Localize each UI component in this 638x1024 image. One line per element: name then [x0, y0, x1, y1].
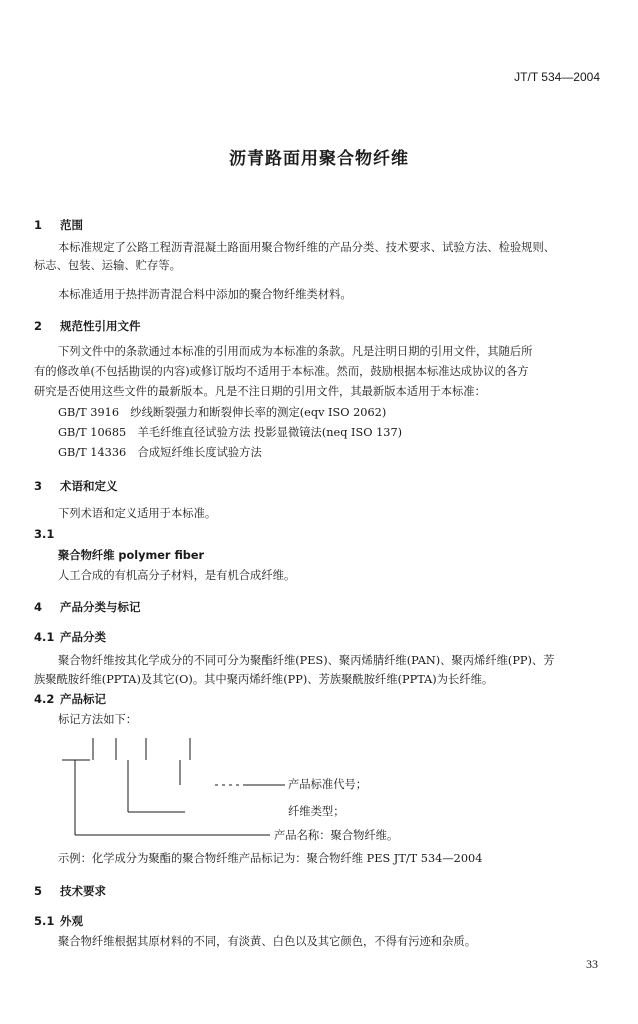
paragraph: 研究是否使用这些文件的最新版本。凡是不注日期的引用文件，其最新版本适用于本标准：: [34, 385, 486, 398]
paragraph: 聚合物纤维根据其原材料的不同，有淡黄、白色以及其它颜色，不得有污迹和杂质。: [58, 935, 476, 948]
section-title: 规范性引用文件: [60, 319, 141, 333]
section-5-heading: [34, 883, 106, 899]
subsection-number: 3.1: [34, 527, 55, 541]
subsection-4-2-heading: [34, 691, 106, 707]
section-number: 5: [34, 884, 43, 898]
paragraph: 本标准适用于热拌沥青混合料中添加的聚合物纤维类材料。: [58, 288, 352, 301]
paragraph: 聚合物纤维按其化学成分的不同可分为聚酯纤维(PES)、聚丙烯腈纤维(PAN)、聚丙烯纤维(PP)、芳: [58, 654, 555, 667]
section-3-heading: [34, 478, 118, 494]
section-title: 产品分类与标记: [60, 600, 141, 614]
subsection-title: 产品标记: [60, 692, 106, 706]
section-number: 2: [34, 319, 43, 333]
term: 聚合物纤维 polymer fiber: [58, 549, 205, 562]
page-title: 沥青路面用聚合物纤维: [229, 149, 409, 169]
section-4-heading: [34, 599, 141, 615]
section-number: 3: [34, 479, 43, 493]
label-standard-code: 产品标准代号；: [288, 778, 368, 791]
paragraph: 本标准规定了公路工程沥青混凝土路面用聚合物纤维的产品分类、技术要求、试验方法、检验规则、: [58, 241, 556, 254]
section-title: 术语和定义: [60, 479, 118, 493]
section-title: 范围: [60, 218, 83, 232]
standard-code: JT/T 534—2004: [514, 70, 600, 84]
paragraph: 标志、包装、运输、贮存等。: [34, 259, 181, 272]
subsection-title: 外观: [60, 914, 83, 928]
section-title: 技术要求: [60, 884, 106, 898]
section-number: 1: [34, 218, 43, 232]
subsection-number: 4.1: [34, 630, 55, 644]
page-number: 33: [586, 957, 598, 971]
subsection-5-1-heading: [34, 913, 83, 929]
subsection-title: 产品分类: [60, 630, 106, 644]
subsection-4-1-heading: [34, 629, 106, 645]
marking-example: 示例：化学成分为聚酯的聚合物纤维产品标记为：聚合物纤维 PES JT/T 534—2004: [58, 852, 483, 865]
paragraph: 下列文件中的条款通过本标准的引用而成为本标准的条款。凡是注明日期的引用文件，其随后所: [58, 345, 533, 358]
definition: 人工合成的有机高分子材料，是有机合成纤维。: [58, 569, 296, 582]
reference-item: GB/T 14336 合成短纤维长度试验方法: [58, 446, 262, 459]
reference-item: GB/T 3916 纱线断裂强力和断裂伸长率的测定(eqv ISO 2062): [58, 406, 387, 419]
label-fiber-type: 纤维类型；: [288, 805, 345, 818]
section-2-heading: [34, 318, 141, 334]
paragraph: 族聚酰胺纤维(PPTA)及其它(O)。其中聚丙烯纤维(PP)、芳族聚酰胺纤维(PPTA)为长纤维。: [34, 673, 494, 686]
label-product-name: 产品名称：聚合物纤维。: [274, 829, 399, 842]
reference-item: GB/T 10685 羊毛纤维直径试验方法 投影显微镜法(neq ISO 137): [58, 426, 403, 439]
marking-intro: 标记方法如下：: [58, 713, 138, 726]
paragraph: 下列术语和定义适用于本标准。: [58, 507, 217, 520]
paragraph: 有的修改单(不包括勘误的内容)或修订版均不适用于本标准。然而，鼓励根据本标准达成协议的各方: [34, 365, 529, 378]
section-1-heading: [34, 217, 83, 233]
subsection-number: 5.1: [34, 914, 55, 928]
subsection-number: 4.2: [34, 692, 55, 706]
section-number: 4: [34, 600, 43, 614]
